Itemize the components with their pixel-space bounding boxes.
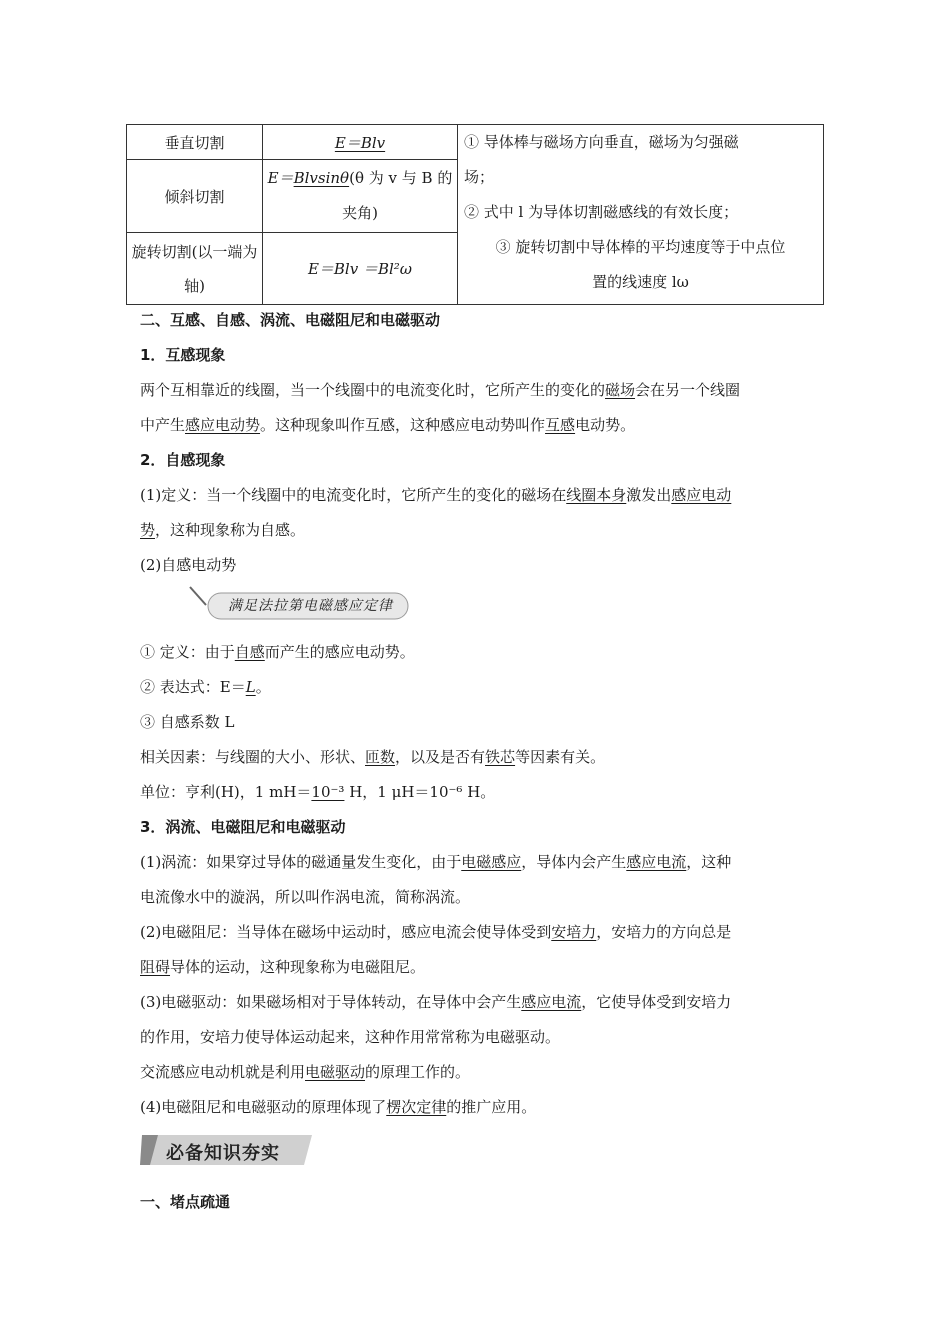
induction-formula-table	[126, 124, 824, 305]
cell-notes: ① 导体棒与磁场方向垂直，磁场为匀强磁 场； ② 式中 l 为导体切割磁感线的有效长度； ③ 旋转切割中导体棒的平均速度等于中点位 置的线速度 lω	[458, 125, 824, 305]
paragraph: (2)自感电动势	[140, 556, 237, 574]
paragraph: 中产生感应电动势。这种现象叫作互感，这种感应电动势叫作互感电动势。	[140, 416, 636, 434]
paragraph: (1)定义：当一个线圈中的电流变化时，它所产生的变化的磁场在线圈本身激发出感应电动	[140, 486, 732, 504]
paragraph: 交流感应电动机就是利用电磁驱动的原理工作的。	[140, 1063, 471, 1081]
section-heading-last: 一、堵点疏通	[140, 1193, 231, 1211]
banner-title: 必备知识夯实	[166, 1143, 280, 1164]
paragraph: 势，这种现象称为自感。	[140, 521, 306, 539]
cell-formula-rotate: E＝Blv ＝Bl²ω	[263, 233, 458, 305]
paragraph: 两个互相靠近的线圈，当一个线圈中的电流变化时，它所产生的变化的磁场会在另一个线圈	[140, 381, 741, 399]
paragraph: (3)电磁驱动：如果磁场相对于导体转动，在导体中会产生感应电流，它使导体受到安培力	[140, 993, 732, 1011]
section-content	[140, 303, 820, 1220]
cell-formula-vertical: E＝Blv	[263, 125, 458, 160]
paragraph: 相关因素：与线圈的大小、形状、匝数，以及是否有铁芯等因素有关。	[140, 748, 606, 766]
subheading-mutual: 1．互感现象	[140, 346, 226, 364]
paragraph: 的作用，安培力使导体运动起来，这种作用常常称为电磁驱动。	[140, 1028, 561, 1046]
paragraph: 阻碍导体的运动，这种现象称为电磁阻尼。	[140, 958, 426, 976]
callout-annotation	[140, 583, 820, 635]
cell-type-rotate: 旋转切割(以一端为轴)	[127, 233, 263, 305]
paragraph: 电流像水中的漩涡，所以叫作涡电流，简称涡流。	[140, 888, 471, 906]
subheading-eddy: 3．涡流、电磁阻尼和电磁驱动	[140, 818, 346, 836]
callout-text: 满足法拉第电磁感应定律	[228, 598, 393, 614]
cell-formula-oblique: E＝Blvsinθ(θ 为 v 与 B 的夹角)	[263, 160, 458, 233]
paragraph: (1)涡流：如果穿过导体的磁通量发生变化，由于电磁感应，导体内会产生感应电流，这种	[140, 853, 732, 871]
section-heading-2: 二、互感、自感、涡流、电磁阻尼和电磁驱动	[140, 311, 441, 329]
paragraph: (4)电磁阻尼和电磁驱动的原理体现了楞次定律的推广应用。	[140, 1098, 537, 1116]
cell-type-vertical: 垂直切割	[127, 125, 263, 160]
paragraph: (2)电磁阻尼：当导体在磁场中运动时，感应电流会使导体受到安培力，安培力的方向总是	[140, 923, 732, 941]
paragraph: ③ 自感系数 L	[140, 713, 235, 731]
section-banner	[140, 1127, 820, 1185]
paragraph: ② 表达式：E＝L。	[140, 678, 271, 696]
paragraph: ① 定义：由于自感而产生的感应电动势。	[140, 643, 415, 661]
subheading-self: 2．自感现象	[140, 451, 226, 469]
cell-type-oblique: 倾斜切割	[127, 160, 263, 233]
paragraph: 单位：亨利(H)，1 mH＝10⁻³ H，1 μH＝10⁻⁶ H。	[140, 783, 496, 801]
